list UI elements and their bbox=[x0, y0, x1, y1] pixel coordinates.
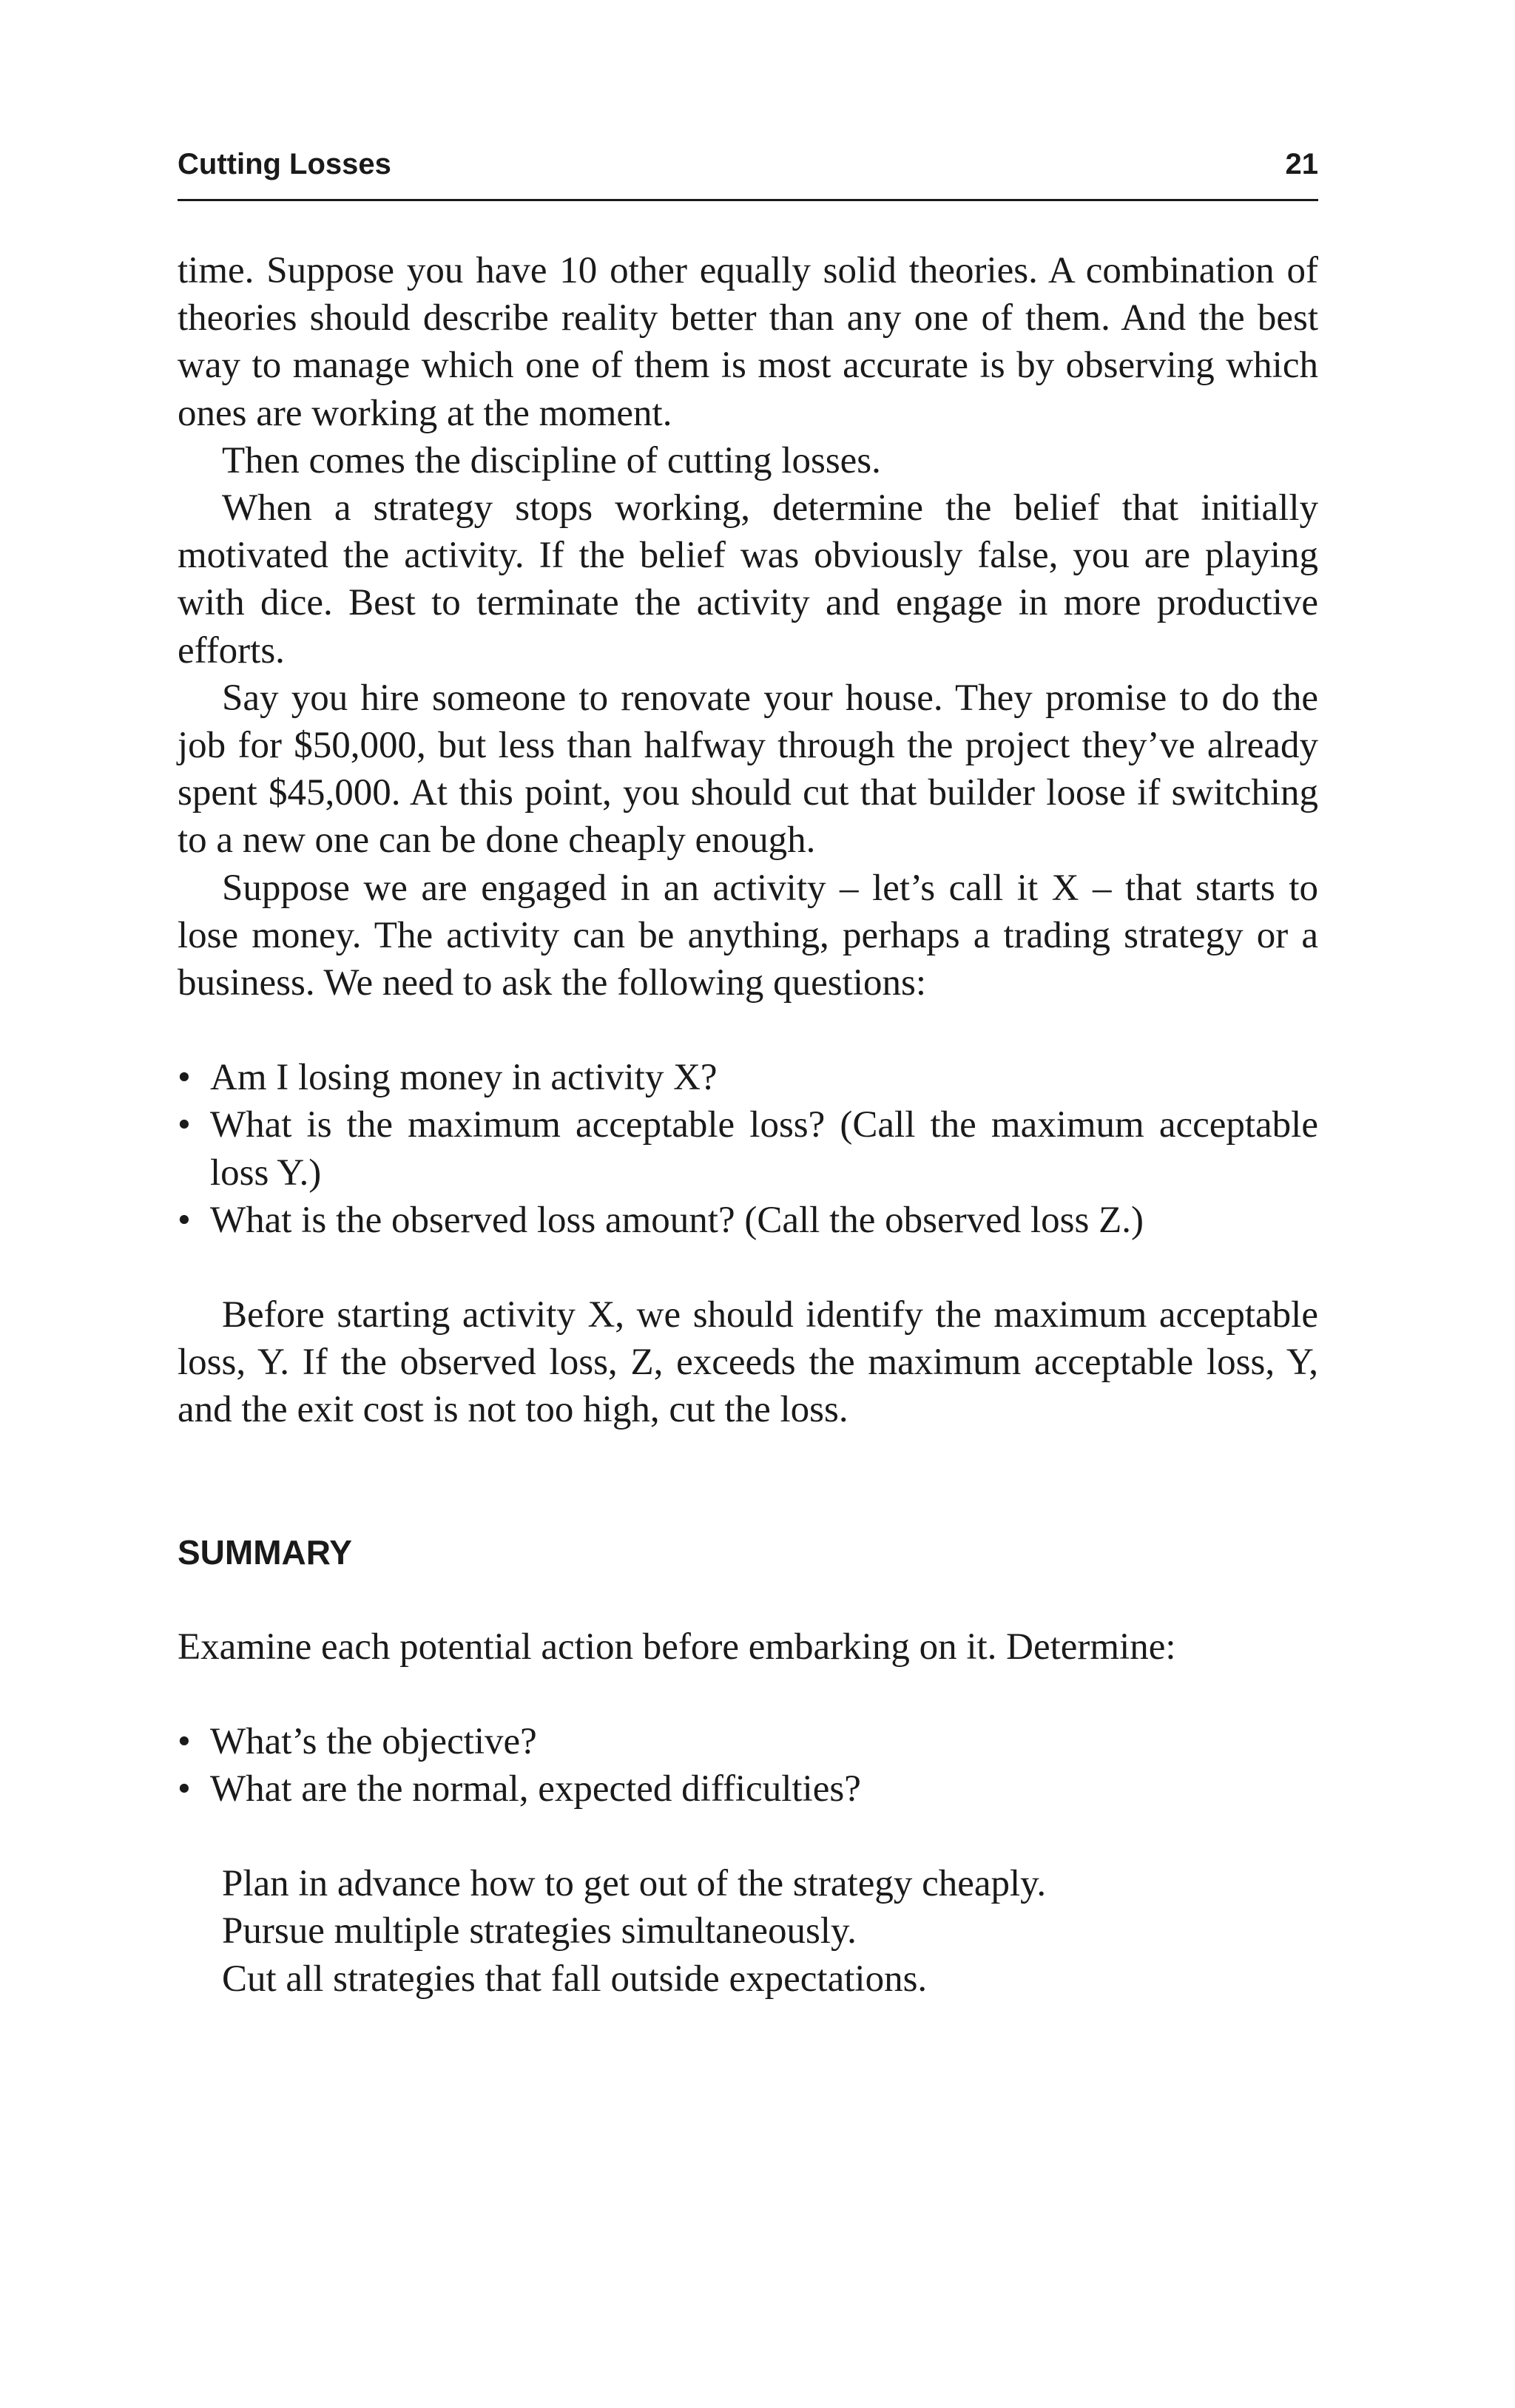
bullet-icon: • bbox=[178, 1104, 191, 1146]
list-item bbox=[178, 1054, 1318, 1101]
summary-bullets bbox=[178, 1718, 1318, 1813]
list-item-text: What is the maximum acceptable loss? (Call the maximum acceptable loss Y.) bbox=[210, 1104, 1318, 1194]
bullet-icon: • bbox=[178, 1720, 191, 1762]
bullet-icon: • bbox=[178, 1768, 191, 1810]
paragraph: Before starting activity X, we should identify the maximum acceptable loss, Y. If the observed loss, Z, exceeds the maximum acceptable loss, Y, and the exit cost is not too high, cut the loss. bbox=[178, 1294, 1318, 1431]
paragraph: Then comes the discipline of cutting losses. bbox=[222, 439, 881, 481]
list-item bbox=[178, 1718, 1318, 1765]
list-item-text: What is the observed loss amount? (Call the observed loss Z.) bbox=[210, 1199, 1144, 1241]
page-number: 21 bbox=[1285, 148, 1318, 180]
questions-list bbox=[178, 1054, 1318, 1244]
closing-line: Pursue multiple strategies simultaneously. bbox=[222, 1910, 857, 1952]
spacer bbox=[178, 1576, 1318, 1623]
chapter-title: Cutting Losses bbox=[178, 148, 391, 180]
spacer bbox=[178, 1007, 1318, 1054]
list-item bbox=[178, 1101, 1318, 1196]
spacer bbox=[178, 1813, 1318, 1860]
body-text bbox=[178, 247, 1318, 2003]
list-item-text: Am I losing money in activity X? bbox=[210, 1057, 718, 1099]
bullet-icon: • bbox=[178, 1199, 191, 1241]
summary-intro: Examine each potential action before embarking on it. Determine: bbox=[178, 1626, 1176, 1668]
paragraph: When a strategy stops working, determine the belief that initially motivated the activity. If the belief was obviously false, you are playing with dice. Best to terminate the activity and engage in more productive efforts. bbox=[178, 487, 1318, 672]
spacer bbox=[178, 1434, 1318, 1529]
list-item-text: What are the normal, expected difficulties? bbox=[210, 1768, 861, 1810]
summary-closing bbox=[178, 1860, 1318, 2003]
list-item bbox=[178, 1765, 1318, 1813]
bullet-icon: • bbox=[178, 1057, 191, 1099]
closing-line: Plan in advance how to get out of the strategy cheaply. bbox=[222, 1863, 1047, 1905]
closing-line: Cut all strategies that fall outside expectations. bbox=[222, 1958, 928, 2000]
spacer bbox=[178, 1244, 1318, 1291]
paragraph: Say you hire someone to renovate your house. They promise to do the job for $50,000, but less than halfway through the project they’ve already spent $45,000. At this point, you should cut that builder loose if switching to a new one can be done cheaply enough. bbox=[178, 677, 1318, 862]
spacer bbox=[178, 1671, 1318, 1718]
list-item bbox=[178, 1197, 1318, 1244]
paragraph: Suppose we are engaged in an activity – let’s call it X – that starts to lose money. The activity can be anything, perhaps a trading strategy or a business. We need to ask the following questions: bbox=[178, 867, 1318, 1004]
paragraph-continued: time. Suppose you have 10 other equally solid theories. A combination of theories should describe reality better than any one of them. And the best way to manage which one of them is most accurate is by observing which ones are working at the moment. bbox=[178, 250, 1318, 434]
list-item-text: What’s the objective? bbox=[210, 1720, 537, 1762]
section-heading: SUMMARY bbox=[178, 1532, 352, 1572]
running-head bbox=[178, 145, 1318, 201]
